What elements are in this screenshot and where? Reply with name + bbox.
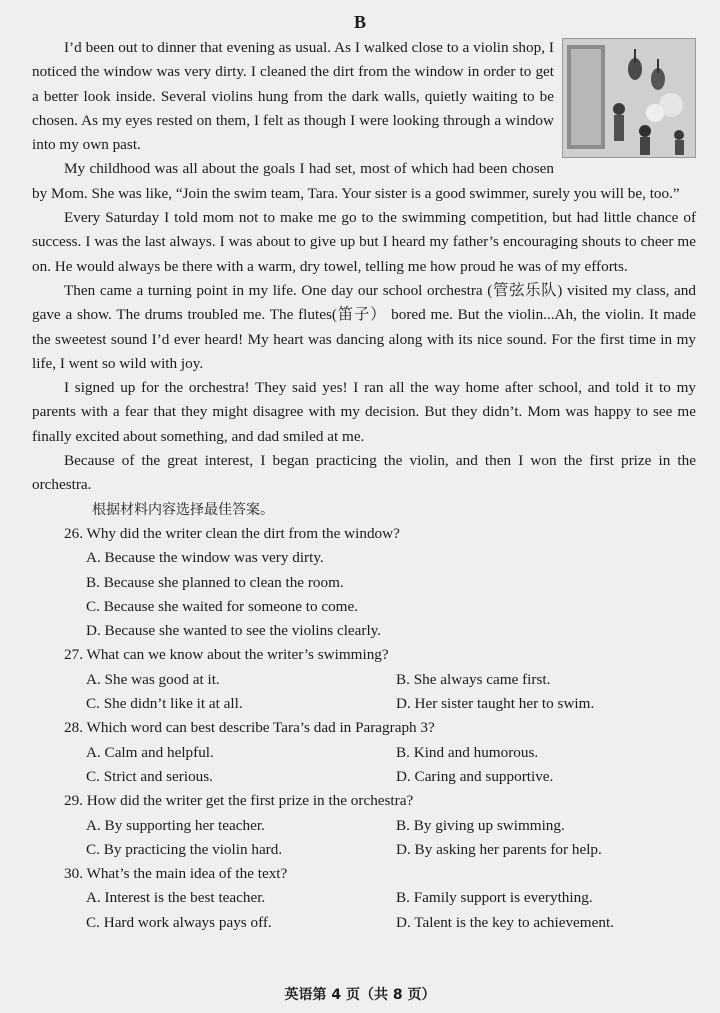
violin-shop-illustration	[562, 38, 696, 158]
options-list	[32, 814, 696, 863]
section-letter: B	[353, 12, 366, 32]
question-28	[32, 716, 696, 789]
options-list	[32, 668, 696, 717]
question-stem: 27. What can we know about the writer’s swimming?	[64, 646, 389, 664]
paragraph-5: I signed up for the orchestra! They said yes! I ran all the way home after school, and told it to my parents with a fear that they might disagree with my decision. But they didn’t. Mom was happy to see me finally excited about something, and dad smiled at me.	[32, 379, 696, 445]
option-d[interactable]: D. Her sister taught her to swim.	[396, 695, 595, 713]
question-stem: 29. How did the writer get the first prize in the orchestra?	[64, 792, 414, 810]
option-a[interactable]: A. Calm and helpful.	[86, 743, 214, 761]
options-list	[32, 546, 696, 643]
option-d[interactable]: D. Caring and supportive.	[396, 767, 554, 785]
paragraph-1: I’d been out to dinner that evening as usual. As I walked close to a violin shop, I noticed the window was very dirty. I cleaned the dirt from the window in order to get a better look inside. Several violins hung from the dark walls, quietly waiting to be chosen. As my eyes rested on them, I felt as though I were looking through a window into my own past.	[32, 39, 554, 154]
paragraph-3: Every Saturday I told mom not to make me go to the swimming competition, but had little chance of success. I was the last always. I was about to give up but I heard my father’s encouraging shouts to cheer me on. He would always be there with a warm, dry towel, telling me how proud he was of my efforts.	[32, 209, 696, 275]
options-list	[32, 741, 696, 790]
question-stem: 30. What’s the main idea of the text?	[64, 865, 288, 883]
question-stem: 26. Why did the writer clean the dirt from the window?	[64, 524, 400, 542]
option-a[interactable]: A. By supporting her teacher.	[86, 816, 265, 834]
option-c[interactable]: C. Hard work always pays off.	[86, 913, 272, 931]
option-d[interactable]: D. Because she wanted to see the violins clearly.	[86, 622, 382, 640]
option-b[interactable]: B. She always came first.	[396, 670, 551, 688]
option-a[interactable]: A. She was good at it.	[86, 670, 220, 688]
reading-passage	[32, 36, 696, 935]
question-27	[32, 643, 696, 716]
question-26	[32, 522, 696, 643]
option-a[interactable]: A. Interest is the best teacher.	[86, 889, 266, 907]
paragraph-6: Because of the great interest, I began practicing the violin, and then I won the first prize in the orchestra.	[32, 452, 696, 494]
question-30	[32, 862, 696, 935]
option-b[interactable]: B. By giving up swimming.	[396, 816, 565, 834]
option-d[interactable]: D. Talent is the key to achievement.	[396, 913, 614, 931]
option-b[interactable]: B. Family support is everything.	[396, 889, 593, 907]
option-a[interactable]: A. Because the window was very dirty.	[86, 549, 324, 567]
option-b[interactable]: B. Because she planned to clean the room.	[86, 573, 344, 591]
option-c[interactable]: C. She didn’t like it at all.	[86, 695, 243, 713]
question-stem: 28. Which word can best describe Tara’s dad in Paragraph 3?	[64, 719, 435, 737]
option-c[interactable]: C. By practicing the violin hard.	[86, 840, 283, 858]
option-c[interactable]: C. Because she waited for someone to come.	[86, 597, 359, 615]
option-c[interactable]: C. Strict and serious.	[86, 767, 213, 785]
options-list	[32, 886, 696, 935]
page-footer: 英语第 4 页（共 8 页）	[284, 987, 436, 1003]
option-b[interactable]: B. Kind and humorous.	[396, 743, 539, 761]
question-29	[32, 789, 696, 862]
paragraph-4: Then came a turning point in my life. One day our school orchestra (管弦乐队) visited my class, and gave a show. The drums troubled me. The flutes(笛子） bored me. But the violin...Ah, the violin. It made the sweetest sound I’d ever heard! My heart was dancing along with its nice sound. For the first time in my life, I went so wild with joy.	[32, 281, 696, 372]
paragraph-2: My childhood was all about the goals I had set, most of which had been chosen by Mom. She was like, “Join the swim team, Tara. Your sister is a good swimmer, surely you will be, too.”	[32, 160, 680, 202]
option-d[interactable]: D. By asking her parents for help.	[396, 840, 602, 858]
question-instruction: 根据材料内容选择最佳答案。	[92, 501, 274, 518]
